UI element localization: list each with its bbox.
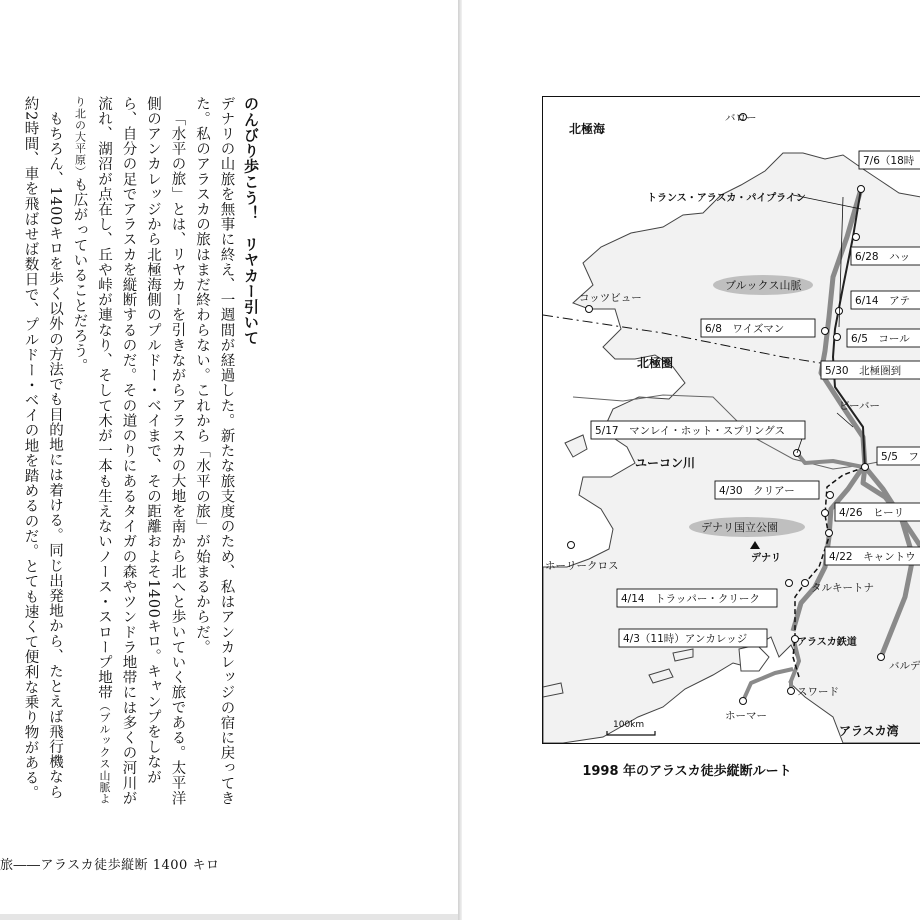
marker-healy [822, 510, 829, 517]
paragraph-3: もちろん、1400キロを歩く以外の方法でも目的地には着ける。同じ出発地から、たとえば飛行機なら約2時間、車を飛ばせば数日で、プルドー・ベイの地を踏めるのだ。とても速くて便利な乗り物がある。 [22, 96, 63, 801]
stop-box [619, 629, 767, 647]
marker-stop [853, 234, 860, 241]
label-holy-cross: ホーリークロス [545, 560, 619, 572]
svg-text:5/5 フ: 5/5 フ [881, 451, 919, 463]
paragraph-2-end: も広がっていることだろう。 [71, 177, 88, 374]
label-brooks-range: ブルックス山脈 [725, 279, 802, 292]
label-barrow: バロー [725, 112, 757, 124]
svg-text:6/14 アテ: 6/14 アテ [855, 295, 911, 307]
body-text [0, 96, 263, 812]
marker-clear [827, 492, 834, 499]
label-seward: スワード [797, 686, 839, 698]
paragraph-2 [67, 96, 190, 812]
label-yukon: ユーコン川 [635, 456, 696, 470]
paragraph-2-text: 「水平の旅」とは、リヤカーを引きながらアラスカの大地を南から北へと歩いていく旅である。太平洋側のアンカレッジから北極海側のプルドー・ベイまで、その距離およそ1400キロ。キャンプをしながら、自分の足でアラスカを縦断するのだ。その道のりにあるタイガの森やツンドラ地帯には多くの河川が流れ、湖沼が点在し、丘や峠が連なり、そして木が一本も生えないノース・スロープ地帯 [96, 96, 186, 806]
label-pipeline: トランス・アラスカ・パイプライン [647, 193, 806, 204]
right-page [462, 0, 920, 920]
marker-stop [858, 186, 865, 193]
stop-box [825, 547, 920, 565]
marker-wiseman [822, 328, 829, 335]
marker-seward [788, 688, 795, 695]
marker-trapper-creek [786, 580, 793, 587]
label-arctic-ocean: 北極海 [569, 122, 606, 136]
marker-coldfoot [834, 334, 841, 341]
stop-box [617, 589, 777, 607]
stop-box [821, 361, 920, 379]
svg-text:7/6（18時: 7/6（18時 [863, 155, 915, 167]
stop-box [859, 151, 920, 169]
label-beaver: ビーバー [839, 400, 881, 412]
label-denali-park: デナリ国立公園 [701, 521, 778, 534]
running-head: 旅――アラスカ徒歩縦断 1400 キロ [0, 858, 220, 873]
label-talkeetna: タルキートナ [811, 582, 874, 594]
map-svg [543, 97, 920, 743]
marker-cantwell [826, 530, 833, 537]
section-heading: のんびり歩こう！ リヤカー引いて [242, 96, 260, 346]
paragraph-1: デナリの山旅を無事に終え、一週間が経過した。新たな旅支度のため、私はアンカレッジの宿に戻ってきた。私のアラスカの旅はまだ終わらない。これから「水平の旅」が始まるからだ。 [194, 96, 235, 806]
svg-text:6/28 ハッ: 6/28 ハッ [855, 251, 911, 263]
svg-text:4/26 ヒーリ: 4/26 ヒーリ [839, 507, 905, 519]
left-page [0, 0, 458, 920]
page-edge [0, 914, 458, 920]
marker-talkeetna [802, 580, 809, 587]
route-map [542, 96, 920, 744]
stop-box [591, 421, 805, 439]
stop-box [715, 481, 819, 499]
stop-box [835, 503, 920, 521]
svg-text:4/22 キャントウ: 4/22 キャントウ [829, 551, 916, 563]
north-slope-note: （ブルックス山脈より北の大平原） [73, 96, 111, 805]
stop-box [877, 447, 920, 465]
label-arctic-circle: 北極圏 [637, 356, 674, 370]
svg-text:4/14 トラッパー・クリーク: 4/14 トラッパー・クリーク [621, 593, 760, 605]
stop-box [851, 247, 920, 265]
stop-box [851, 291, 920, 309]
label-gulf: アラスカ湾 [839, 724, 899, 738]
label-kotzebue: コッツビュー [579, 292, 642, 304]
scale-label: 100km [613, 720, 645, 730]
svg-text:4/3（11時）アンカレッジ: 4/3（11時）アンカレッジ [623, 633, 748, 645]
svg-text:5/30 北極圏到: 5/30 北極圏到 [825, 365, 902, 377]
map-caption: 1998 年のアラスカ徒歩縦断ルート [582, 764, 792, 779]
label-denali: デナリ [751, 553, 781, 564]
svg-text:5/17 マンレイ・ホット・スプリングス: 5/17 マンレイ・ホット・スプリングス [595, 425, 786, 437]
stop-box [701, 319, 815, 337]
svg-text:6/5 コール: 6/5 コール [851, 333, 910, 345]
label-homer: ホーマー [725, 710, 767, 722]
marker-valdez [878, 654, 885, 661]
stop-box [847, 329, 920, 347]
label-valdez: バルデ [889, 660, 920, 672]
label-railroad: アラスカ鉄道 [797, 637, 857, 648]
marker-homer [740, 698, 747, 705]
marker-holy-cross [568, 542, 575, 549]
marker-fairbanks [862, 464, 869, 471]
svg-text:4/30 クリアー: 4/30 クリアー [719, 485, 795, 497]
marker-stop [836, 308, 843, 315]
svg-text:6/8 ワイズマン: 6/8 ワイズマン [705, 323, 785, 335]
marker-kotzebue [586, 306, 593, 313]
